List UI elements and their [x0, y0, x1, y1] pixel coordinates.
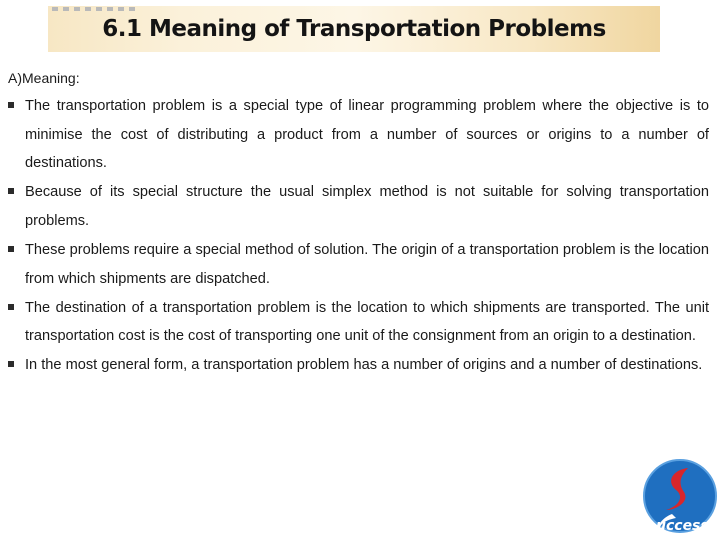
- success-logo-icon: [636, 456, 720, 540]
- square-bullet-icon: [8, 361, 14, 367]
- bullet-item: [8, 178, 709, 235]
- bullet-text: These problems require a special method of solution. The origin of a transportation problem is the location from which shipments are dispatched.: [25, 241, 709, 287]
- square-bullet-icon: [8, 102, 14, 108]
- bullet-item: [8, 236, 709, 293]
- square-bullet-icon: [8, 304, 14, 310]
- logo-text: uccess: [656, 518, 709, 534]
- section-heading: A)Meaning:: [8, 70, 80, 86]
- bullet-text: In the most general form, a transportation problem has a number of origins and a number of destinations.: [25, 357, 703, 374]
- bullet-item: [8, 351, 709, 380]
- bullet-item: [8, 92, 709, 178]
- bullet-text: Because of its special structure the usual simplex method is not suitable for solving transportation problems.: [25, 184, 709, 229]
- square-bullet-icon: [8, 246, 14, 252]
- bullet-text: The transportation problem is a special type of linear programming problem where the objective is to minimise the cost of distributing a product from a number of sources or origins to a number of destinations.: [25, 98, 709, 172]
- bullet-text: The destination of a transportation problem is the location to which shipments are transported. The unit transportation cost is the cost of transporting one unit of the consignment from an origin to a destination.: [25, 299, 709, 345]
- bullet-item: [8, 294, 709, 351]
- bullet-list: [8, 92, 709, 380]
- square-bullet-icon: [8, 188, 14, 194]
- slide-title: 6.1 Meaning of Transportation Problems: [102, 16, 606, 42]
